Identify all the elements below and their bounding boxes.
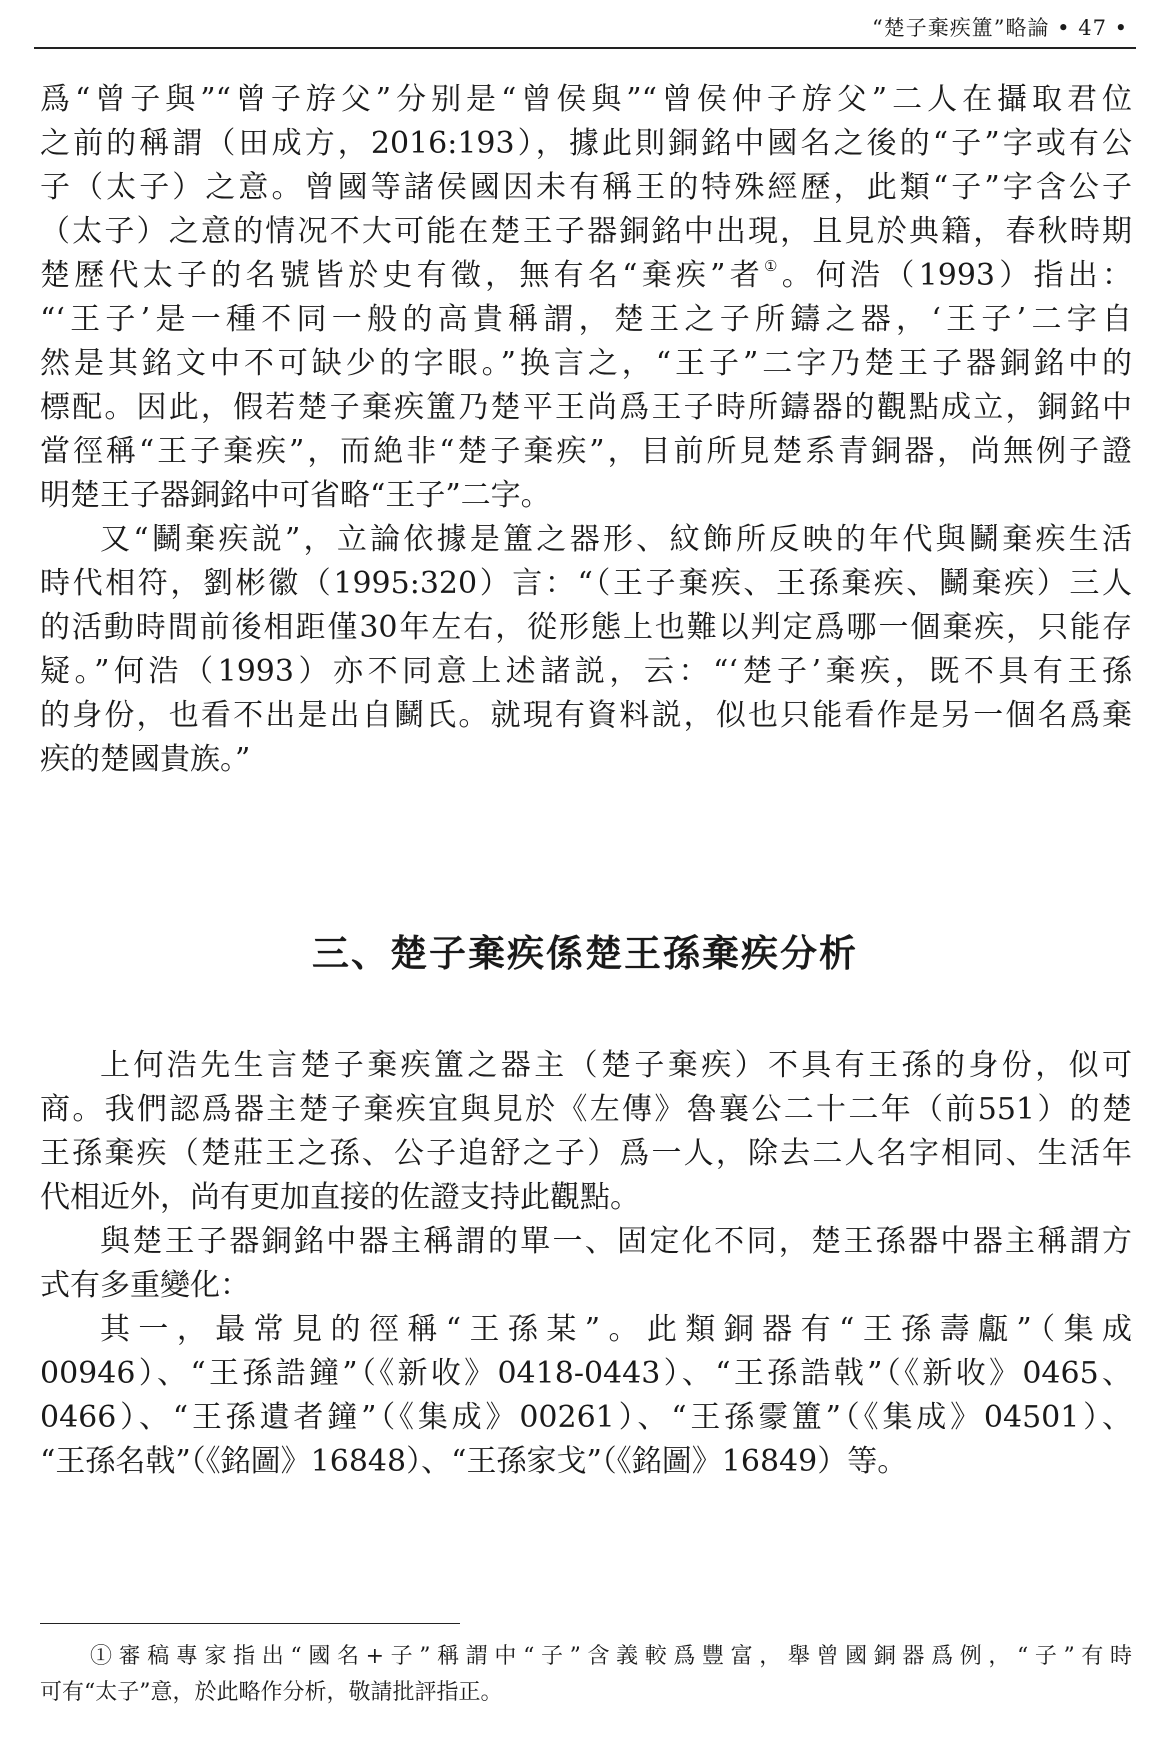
body-line: 代相近外，尚有更加直接的佐證支持此觀點。 bbox=[40, 1180, 640, 1215]
body-line: 0466）、“王孫遺者鐘”（《集成》00261）、“王孫霥簠”（《集成》04501）、 bbox=[40, 1400, 1132, 1435]
body-line: 上何浩先生言楚子棄疾簠之器主（楚子棄疾）不具有王孫的身份，似可 bbox=[100, 1048, 1132, 1083]
body-line: 王孫棄疾（楚莊王之孫、公子追舒之子）爲一人，除去二人名字相同、生活年 bbox=[40, 1136, 1132, 1171]
footnote-line: 可有“太子”意，於此略作分析，敬請批評指正。 bbox=[40, 1680, 503, 1705]
body-line: 之前的稱謂（田成方，2016:193），據此則銅銘中國名之後的“子”字或有公 bbox=[40, 126, 1132, 161]
footnote-divider bbox=[40, 1623, 460, 1624]
body-line: 疾的楚國貴族。” bbox=[40, 742, 251, 777]
body-text: 。何浩（1993）指出： bbox=[781, 258, 1132, 293]
running-head: “楚子棄疾簠”略論 • 47 • bbox=[872, 16, 1128, 40]
body-line: 子（太子）之意。曾國等諸侯國因未有稱王的特殊經歷，此類“子”字含公子 bbox=[40, 170, 1132, 205]
body-line: 當徑稱“王子棄疾”，而絶非“楚子棄疾”，目前所見楚系青銅器，尚無例子證 bbox=[40, 434, 1132, 469]
page-header bbox=[34, 0, 1136, 49]
body-line: 的活動時間前後相距僅30年左右，從形態上也難以判定爲哪一個棄疾，只能存 bbox=[40, 610, 1132, 645]
body-line: 00946）、“王孫誥鐘”（《新收》0418-0443）、“王孫誥戟”（《新收》0465、 bbox=[40, 1356, 1132, 1391]
body-line: 爲“曾子與”“曾子斿父”分别是“曾侯與”“曾侯仲子斿父”二人在攝取君位 bbox=[40, 82, 1132, 117]
footnote-line: ①審稿專家指出“國名+子”稱謂中“子”含義較爲豐富，舉曾國銅器爲例，“子”有時 bbox=[90, 1644, 1132, 1669]
body-line: 與楚王子器銅銘中器主稱謂的單一、固定化不同，楚王孫器中器主稱謂方 bbox=[100, 1224, 1132, 1259]
body-line: “王孫名戟”（《銘圖》16848）、“王孫家戈”（《銘圖》16849）等。 bbox=[40, 1444, 908, 1479]
footnote-ref: ① bbox=[764, 257, 782, 275]
body-line: 商。我們認爲器主楚子棄疾宜與見於《左傳》魯襄公二十二年（前551）的楚 bbox=[40, 1092, 1132, 1127]
body-line: 式有多重變化： bbox=[40, 1268, 250, 1303]
body-line-with-footnote-ref bbox=[40, 252, 1132, 300]
section-title: 三、楚子棄疾係楚王孫棄疾分析 bbox=[312, 932, 858, 975]
body-line: 又“鬭棄疾説”，立論依據是簠之器形、紋飾所反映的年代與鬭棄疾生活 bbox=[100, 522, 1132, 557]
body-line: 時代相符，劉彬徽（1995:320）言：“（王子棄疾、王孫棄疾、鬭棄疾）三人 bbox=[40, 566, 1132, 601]
body-line: 其一，最常見的徑稱“王孫某”。此類銅器有“王孫壽甗”（集成 bbox=[100, 1312, 1132, 1347]
body-line: （太子）之意的情况不大可能在楚王子器銅銘中出現，且見於典籍，春秋時期 bbox=[40, 214, 1132, 249]
body-line: 然是其銘文中不可缺少的字眼。”换言之，“王子”二字乃楚王子器銅銘中的 bbox=[40, 346, 1132, 381]
body-line: 的身份，也看不出是出自鬭氏。就現有資料説，似也只能看作是另一個名爲棄 bbox=[40, 698, 1132, 733]
body-text: 楚歷代太子的名號皆於史有徵，無有名“棄疾”者 bbox=[40, 258, 764, 293]
body-line: 明楚王子器銅銘中可省略“王子”二字。 bbox=[40, 478, 551, 513]
body-line: “‘王子’是一種不同一般的高貴稱謂，楚王之子所鑄之器，‘王子’二字自 bbox=[40, 302, 1132, 337]
body-line: 疑。”何浩（1993）亦不同意上述諸説，云：“‘楚子’棄疾，既不具有王孫 bbox=[40, 654, 1132, 689]
body-line: 標配。因此，假若楚子棄疾簠乃楚平王尚爲王子時所鑄器的觀點成立，銅銘中 bbox=[40, 390, 1132, 425]
